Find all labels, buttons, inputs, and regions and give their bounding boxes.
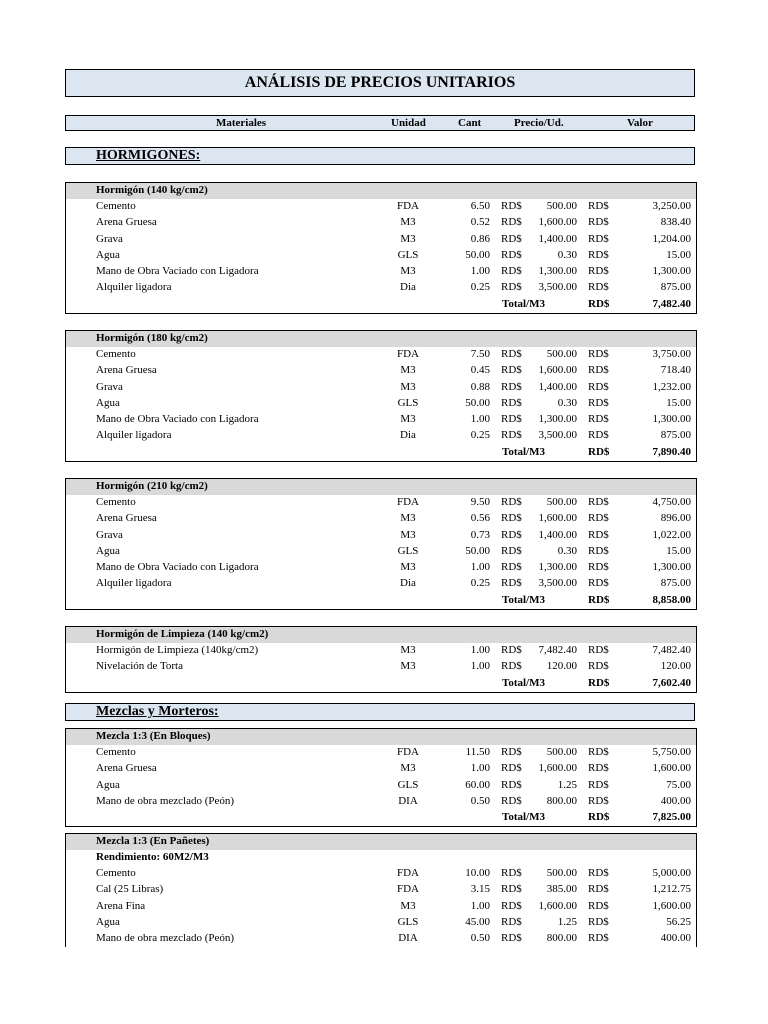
section-title-text: Hormigón (140 kg/cm2) xyxy=(96,184,208,196)
value-cell: 7,482.40 xyxy=(652,644,691,656)
material-name: Hormigón de Limpieza (140kg/cm2) xyxy=(96,644,259,656)
price-cell: 1,400.00 xyxy=(538,380,577,393)
unit-cell: Dia xyxy=(400,429,416,442)
table-row xyxy=(66,576,696,592)
quantity-cell: 0.88 xyxy=(470,380,490,393)
total-value: 7,602.40 xyxy=(652,676,691,689)
total-label: Total/M3 xyxy=(502,811,545,824)
currency-cell: RD$ xyxy=(588,660,609,673)
value-cell: 875.00 xyxy=(660,281,691,294)
section-title xyxy=(66,729,696,745)
value-cell: 1,022.00 xyxy=(652,528,691,541)
material-name: Nivelación de Torta xyxy=(96,660,183,673)
price-cell: 500.00 xyxy=(546,496,577,508)
page-title: ANÁLISIS DE PRECIOS UNITARIOS xyxy=(65,69,695,97)
material-name: Arena Gruesa xyxy=(96,364,157,377)
price-cell: 1,600.00 xyxy=(538,216,577,229)
currency-cell: RD$ xyxy=(501,867,522,879)
section-title-text: Hormigón (210 kg/cm2) xyxy=(96,480,208,492)
value-cell: 56.25 xyxy=(666,915,691,928)
table-row xyxy=(66,745,696,761)
table-row xyxy=(66,264,696,280)
material-name: Arena Gruesa xyxy=(96,512,157,525)
value-cell: 1,232.00 xyxy=(652,380,691,393)
quantity-cell: 0.73 xyxy=(470,528,490,541)
unit-cell: FDA xyxy=(396,867,419,879)
price-cell: 7,482.40 xyxy=(538,644,577,656)
price-cell: 800.00 xyxy=(546,794,577,807)
currency-cell: RD$ xyxy=(588,867,609,879)
currency-cell: RD$ xyxy=(588,561,609,574)
table-row xyxy=(66,232,696,248)
quantity-cell: 1.00 xyxy=(470,413,490,426)
quantity-cell: 0.25 xyxy=(470,281,490,294)
price-cell: 385.00 xyxy=(546,883,577,896)
value-cell: 1,300.00 xyxy=(652,413,691,426)
unit-cell: Dia xyxy=(400,281,416,294)
currency-cell: RD$ xyxy=(501,348,522,360)
value-cell: 400.00 xyxy=(660,932,691,945)
header-precio: Precio/Ud. xyxy=(514,117,564,129)
table-row xyxy=(66,544,696,560)
currency-cell: RD$ xyxy=(501,413,522,426)
unit-cell: M3 xyxy=(400,644,416,656)
currency-cell: RD$ xyxy=(501,528,522,541)
material-name: Cal (25 Libras) xyxy=(96,883,164,896)
price-cell: 500.00 xyxy=(546,348,577,360)
section-subtitle-text: Rendimiento: 60M2/M3 xyxy=(96,851,209,863)
total-value: 8,858.00 xyxy=(652,593,691,606)
material-name: Arena Gruesa xyxy=(96,216,157,229)
unit-cell: M3 xyxy=(400,899,416,912)
table-row xyxy=(66,882,696,898)
quantity-cell: 1.00 xyxy=(470,762,490,775)
quantity-cell: 1.00 xyxy=(470,660,490,673)
currency-cell: RD$ xyxy=(501,561,522,574)
material-name: Cemento xyxy=(96,746,136,758)
currency-cell: RD$ xyxy=(501,364,522,377)
price-cell: 0.30 xyxy=(557,248,577,261)
quantity-cell: 1.00 xyxy=(470,899,490,912)
quantity-cell: 1.00 xyxy=(470,265,490,278)
unit-cell: FDA xyxy=(396,496,419,508)
unit-cell: M3 xyxy=(400,216,416,229)
unit-cell: GLS xyxy=(397,778,419,791)
currency-cell: RD$ xyxy=(588,348,609,360)
price-cell: 1.25 xyxy=(557,915,577,928)
table-row xyxy=(66,280,696,296)
category-hormigones: HORMIGONES: xyxy=(65,147,695,165)
unit-cell: FDA xyxy=(396,883,419,896)
unit-cell: M3 xyxy=(400,762,416,775)
table-row xyxy=(66,794,696,810)
currency-cell: RD$ xyxy=(501,644,522,656)
unit-cell: M3 xyxy=(400,528,416,541)
currency-cell: RD$ xyxy=(501,429,522,442)
value-cell: 1,300.00 xyxy=(652,561,691,574)
currency-cell: RD$ xyxy=(588,577,609,590)
column-header xyxy=(65,115,695,131)
material-name: Mano de obra mezclado (Peón) xyxy=(96,794,235,807)
unit-cell: DIA xyxy=(398,794,418,807)
currency-cell: RD$ xyxy=(588,528,609,541)
value-cell: 3,250.00 xyxy=(652,200,691,212)
material-name: Agua xyxy=(96,248,120,261)
quantity-cell: 9.50 xyxy=(470,496,490,508)
table-row xyxy=(66,659,696,675)
price-cell: 3,500.00 xyxy=(538,281,577,294)
currency-cell: RD$ xyxy=(501,883,522,896)
value-cell: 1,204.00 xyxy=(652,232,691,245)
section-title xyxy=(66,834,696,850)
value-cell: 896.00 xyxy=(660,512,691,525)
material-name: Mano de Obra Vaciado con Ligadora xyxy=(96,413,259,426)
table-row xyxy=(66,761,696,777)
unit-cell: M3 xyxy=(400,561,416,574)
currency-cell: RD$ xyxy=(588,644,609,656)
material-name: Mano de obra mezclado (Peón) xyxy=(96,932,235,945)
unit-cell: GLS xyxy=(397,396,419,409)
table-row xyxy=(66,248,696,264)
table-row xyxy=(66,560,696,576)
currency-cell: RD$ xyxy=(588,794,609,807)
material-name: Grava xyxy=(96,528,123,541)
price-cell: 120.00 xyxy=(546,660,577,673)
currency-cell: RD$ xyxy=(501,232,522,245)
currency-cell: RD$ xyxy=(588,512,609,525)
currency-cell: RD$ xyxy=(588,413,609,426)
price-section xyxy=(65,728,697,827)
total-row xyxy=(66,676,696,692)
section-title-text: Hormigón (180 kg/cm2) xyxy=(96,332,208,344)
price-cell: 0.30 xyxy=(557,544,577,557)
unit-cell: M3 xyxy=(400,364,416,377)
price-cell: 1,600.00 xyxy=(538,364,577,377)
quantity-cell: 0.52 xyxy=(470,216,490,229)
total-value: 7,890.40 xyxy=(652,445,691,458)
quantity-cell: 50.00 xyxy=(465,396,490,409)
section-title xyxy=(66,479,696,495)
quantity-cell: 50.00 xyxy=(465,248,490,261)
total-row xyxy=(66,445,696,461)
price-cell: 1.25 xyxy=(557,778,577,791)
value-cell: 15.00 xyxy=(666,544,691,557)
total-row xyxy=(66,297,696,313)
header-valor: Valor xyxy=(627,117,653,129)
unit-cell: M3 xyxy=(400,380,416,393)
material-name: Arena Fina xyxy=(96,899,146,912)
value-cell: 120.00 xyxy=(660,660,691,673)
unit-cell: M3 xyxy=(400,660,416,673)
material-name: Agua xyxy=(96,544,120,557)
quantity-cell: 1.00 xyxy=(470,561,490,574)
section-title-text: Mezcla 1:3 (En Pañetes) xyxy=(96,835,210,847)
unit-cell: FDA xyxy=(396,348,419,360)
value-cell: 875.00 xyxy=(660,577,691,590)
total-label: Total/M3 xyxy=(502,676,545,689)
quantity-cell: 0.50 xyxy=(470,932,490,945)
table-row xyxy=(66,396,696,412)
unit-cell: M3 xyxy=(400,413,416,426)
price-cell: 1,600.00 xyxy=(538,762,577,775)
currency-cell: RD$ xyxy=(588,496,609,508)
table-row xyxy=(66,931,696,947)
table-row xyxy=(66,528,696,544)
currency-cell: RD$ xyxy=(588,265,609,278)
material-name: Grava xyxy=(96,232,123,245)
currency-cell: RD$ xyxy=(501,396,522,409)
currency-cell: RD$ xyxy=(588,281,609,294)
value-cell: 15.00 xyxy=(666,248,691,261)
currency-cell: RD$ xyxy=(501,915,522,928)
unit-cell: M3 xyxy=(400,512,416,525)
value-cell: 15.00 xyxy=(666,396,691,409)
quantity-cell: 0.25 xyxy=(470,429,490,442)
currency-cell: RD$ xyxy=(501,265,522,278)
section-title xyxy=(66,183,696,199)
table-row xyxy=(66,412,696,428)
currency-cell: RD$ xyxy=(588,200,609,212)
currency-cell: RD$ xyxy=(501,660,522,673)
quantity-cell: 7.50 xyxy=(470,348,490,360)
currency-cell: RD$ xyxy=(501,762,522,775)
currency-cell: RD$ xyxy=(501,496,522,508)
table-row xyxy=(66,643,696,659)
unit-cell: FDA xyxy=(396,746,419,758)
currency-cell: RD$ xyxy=(588,746,609,758)
total-value: 7,825.00 xyxy=(652,811,691,824)
value-cell: 400.00 xyxy=(660,794,691,807)
quantity-cell: 6.50 xyxy=(470,200,490,212)
material-name: Alquiler ligadora xyxy=(96,281,172,294)
material-name: Grava xyxy=(96,380,123,393)
currency-cell: RD$ xyxy=(588,778,609,791)
table-row xyxy=(66,380,696,396)
quantity-cell: 45.00 xyxy=(465,915,490,928)
price-section xyxy=(65,182,697,314)
value-cell: 838.40 xyxy=(660,216,691,229)
unit-cell: M3 xyxy=(400,265,416,278)
price-section xyxy=(65,330,697,462)
material-name: Agua xyxy=(96,396,120,409)
currency-cell: RD$ xyxy=(588,762,609,775)
material-name: Cemento xyxy=(96,348,136,360)
currency-cell: RD$ xyxy=(588,915,609,928)
currency-cell: RD$ xyxy=(501,216,522,229)
total-currency: RD$ xyxy=(588,297,610,310)
quantity-cell: 10.00 xyxy=(465,867,490,879)
price-cell: 800.00 xyxy=(546,932,577,945)
table-row xyxy=(66,363,696,379)
table-row xyxy=(66,215,696,231)
currency-cell: RD$ xyxy=(501,200,522,212)
value-cell: 875.00 xyxy=(660,429,691,442)
currency-cell: RD$ xyxy=(501,380,522,393)
price-section xyxy=(65,833,697,947)
material-name: Alquiler ligadora xyxy=(96,577,172,590)
material-name: Agua xyxy=(96,915,120,928)
material-name: Arena Gruesa xyxy=(96,762,157,775)
total-row xyxy=(66,810,696,826)
currency-cell: RD$ xyxy=(501,248,522,261)
currency-cell: RD$ xyxy=(501,281,522,294)
quantity-cell: 0.56 xyxy=(470,512,490,525)
material-name: Cemento xyxy=(96,867,136,879)
price-cell: 1,300.00 xyxy=(538,561,577,574)
value-cell: 4,750.00 xyxy=(652,496,691,508)
currency-cell: RD$ xyxy=(588,232,609,245)
total-currency: RD$ xyxy=(588,593,610,606)
value-cell: 1,300.00 xyxy=(652,265,691,278)
unit-cell: DIA xyxy=(398,932,418,945)
currency-cell: RD$ xyxy=(588,544,609,557)
currency-cell: RD$ xyxy=(588,429,609,442)
unit-cell: GLS xyxy=(397,915,419,928)
value-cell: 5,000.00 xyxy=(652,867,691,879)
section-subtitle xyxy=(66,850,696,866)
currency-cell: RD$ xyxy=(588,883,609,896)
currency-cell: RD$ xyxy=(501,794,522,807)
currency-cell: RD$ xyxy=(588,248,609,261)
quantity-cell: 50.00 xyxy=(465,544,490,557)
price-section xyxy=(65,478,697,610)
total-currency: RD$ xyxy=(588,445,610,458)
quantity-cell: 0.50 xyxy=(470,794,490,807)
total-currency: RD$ xyxy=(588,676,610,689)
price-cell: 3,500.00 xyxy=(538,429,577,442)
quantity-cell: 60.00 xyxy=(465,778,490,791)
unit-cell: GLS xyxy=(397,544,419,557)
price-cell: 1,300.00 xyxy=(538,413,577,426)
quantity-cell: 11.50 xyxy=(465,746,490,758)
value-cell: 5,750.00 xyxy=(652,746,691,758)
value-cell: 1,600.00 xyxy=(652,762,691,775)
currency-cell: RD$ xyxy=(588,364,609,377)
table-row xyxy=(66,866,696,882)
currency-cell: RD$ xyxy=(501,577,522,590)
price-cell: 500.00 xyxy=(546,200,577,212)
table-row xyxy=(66,347,696,363)
table-row xyxy=(66,511,696,527)
quantity-cell: 0.86 xyxy=(470,232,490,245)
section-title xyxy=(66,627,696,643)
total-value: 7,482.40 xyxy=(652,297,691,310)
price-cell: 500.00 xyxy=(546,746,577,758)
value-cell: 1,212.75 xyxy=(652,883,691,896)
material-name: Mano de Obra Vaciado con Ligadora xyxy=(96,561,259,574)
price-cell: 1,300.00 xyxy=(538,265,577,278)
table-row xyxy=(66,899,696,915)
value-cell: 75.00 xyxy=(666,778,691,791)
section-title-text: Mezcla 1:3 (En Bloques) xyxy=(96,730,211,742)
quantity-cell: 0.45 xyxy=(470,364,490,377)
currency-cell: RD$ xyxy=(501,778,522,791)
price-cell: 0.30 xyxy=(557,396,577,409)
price-cell: 500.00 xyxy=(546,867,577,879)
total-label: Total/M3 xyxy=(502,445,545,458)
section-title-text: Hormigón de Limpieza (140 kg/cm2) xyxy=(96,628,269,640)
price-cell: 1,600.00 xyxy=(538,512,577,525)
total-label: Total/M3 xyxy=(502,593,545,606)
currency-cell: RD$ xyxy=(501,746,522,758)
value-cell: 3,750.00 xyxy=(652,348,691,360)
currency-cell: RD$ xyxy=(588,396,609,409)
material-name: Cemento xyxy=(96,200,136,212)
currency-cell: RD$ xyxy=(588,216,609,229)
price-cell: 3,500.00 xyxy=(538,577,577,590)
currency-cell: RD$ xyxy=(501,544,522,557)
unit-cell: Dia xyxy=(400,577,416,590)
currency-cell: RD$ xyxy=(501,932,522,945)
currency-cell: RD$ xyxy=(588,380,609,393)
price-cell: 1,400.00 xyxy=(538,232,577,245)
table-row xyxy=(66,495,696,511)
currency-cell: RD$ xyxy=(588,932,609,945)
quantity-cell: 3.15 xyxy=(470,883,490,896)
table-row xyxy=(66,199,696,215)
currency-cell: RD$ xyxy=(501,899,522,912)
section-title xyxy=(66,331,696,347)
material-name: Alquiler ligadora xyxy=(96,429,172,442)
table-row xyxy=(66,778,696,794)
total-row xyxy=(66,593,696,609)
value-cell: 1,600.00 xyxy=(652,899,691,912)
price-cell: 1,400.00 xyxy=(538,528,577,541)
value-cell: 718.40 xyxy=(660,364,691,377)
table-row xyxy=(66,428,696,444)
table-row xyxy=(66,915,696,931)
unit-cell: M3 xyxy=(400,232,416,245)
header-materiales: Materiales xyxy=(216,117,267,129)
header-unidad: Unidad xyxy=(391,117,426,129)
currency-cell: RD$ xyxy=(501,512,522,525)
header-cant: Cant xyxy=(458,117,482,129)
price-section xyxy=(65,626,697,693)
material-name: Agua xyxy=(96,778,120,791)
currency-cell: RD$ xyxy=(588,899,609,912)
unit-cell: GLS xyxy=(397,248,419,261)
material-name: Cemento xyxy=(96,496,136,508)
price-cell: 1,600.00 xyxy=(538,899,577,912)
category-mezclas: Mezclas y Morteros: xyxy=(65,703,695,721)
total-label: Total/M3 xyxy=(502,297,545,310)
material-name: Mano de Obra Vaciado con Ligadora xyxy=(96,265,259,278)
unit-cell: FDA xyxy=(396,200,419,212)
total-currency: RD$ xyxy=(588,811,610,824)
quantity-cell: 1.00 xyxy=(470,644,490,656)
quantity-cell: 0.25 xyxy=(470,577,490,590)
